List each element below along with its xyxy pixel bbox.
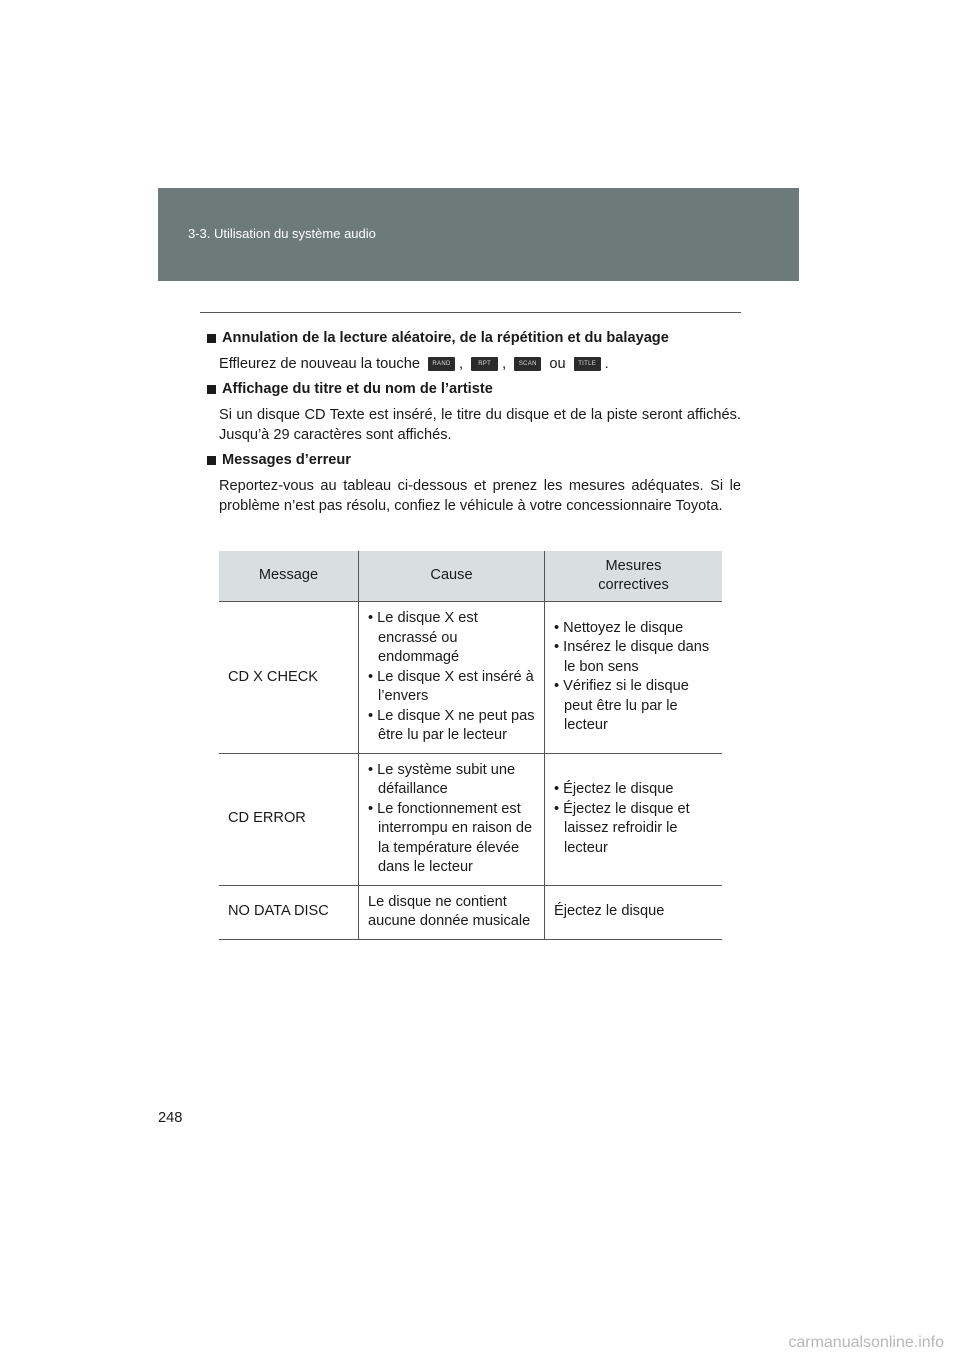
page-number: 248 bbox=[158, 1110, 183, 1126]
section-body: Effleurez de nouveau la touche RAND , RPT , SCAN ou TITLE . bbox=[219, 356, 609, 372]
section-random-repeat-scan bbox=[207, 328, 741, 374]
list-item: • Insérez le disque dans le bon sens bbox=[554, 638, 713, 677]
section-heading: Affichage du titre et du nom de l’artiste bbox=[207, 379, 741, 399]
cause-cell bbox=[359, 753, 545, 885]
list-item: • Le disque X ne peut pas être lu par le lecteur bbox=[368, 707, 535, 746]
title-button-icon: TITLE bbox=[574, 357, 601, 371]
square-bullet-icon bbox=[207, 334, 216, 343]
remedy-cell: Éjectez le disque bbox=[545, 885, 723, 939]
scan-button-icon: SCAN bbox=[514, 357, 541, 371]
list-item: • Le fonctionnement est interrompu en raison de la température élevée dans le lecteur bbox=[368, 800, 535, 878]
chapter-header-band bbox=[158, 188, 799, 281]
column-header-cause: Cause bbox=[359, 551, 545, 602]
message-cell: NO DATA DISC bbox=[219, 885, 359, 939]
table-header-row bbox=[219, 551, 722, 602]
section-error-messages bbox=[207, 450, 741, 516]
column-header-message: Message bbox=[219, 551, 359, 602]
section-title-artist bbox=[207, 379, 741, 445]
square-bullet-icon bbox=[207, 456, 216, 465]
list-item: • Éjectez le disque bbox=[554, 780, 713, 800]
list-item: • Éjectez le disque et laissez refroidir le lecteur bbox=[554, 800, 713, 859]
top-rule bbox=[200, 312, 741, 313]
error-messages-table bbox=[219, 551, 722, 940]
section-body: Si un disque CD Texte est inséré, le titre du disque et de la piste seront affichés. Jusqu’à 29 caractères sont affichés. bbox=[219, 407, 741, 443]
rand-button-icon: RAND bbox=[428, 357, 455, 371]
message-cell: CD ERROR bbox=[219, 753, 359, 885]
section-heading: Annulation de la lecture aléatoire, de la répétition et du balayage bbox=[207, 328, 741, 348]
cause-cell: Le disque ne contient aucune donnée musicale bbox=[359, 885, 545, 939]
cause-cell bbox=[359, 602, 545, 754]
list-item: • Le système subit une défaillance bbox=[368, 761, 535, 800]
table-row bbox=[219, 602, 722, 754]
list-item: • Le disque X est inséré à l’envers bbox=[368, 668, 535, 707]
section-body: Reportez-vous au tableau ci-dessous et prenez les mesures adéquates. Si le problème n’est pas résolu, confiez le véhicule à votre concessionnaire Toyota. bbox=[219, 478, 741, 514]
remedy-cell bbox=[545, 753, 723, 885]
table-row bbox=[219, 753, 722, 885]
section-label: 3-3. Utilisation du système audio bbox=[188, 226, 376, 241]
section-heading: Messages d’erreur bbox=[207, 450, 741, 470]
list-item: • Le disque X est encrassé ou endommagé bbox=[368, 609, 535, 668]
remedy-cell bbox=[545, 602, 723, 754]
watermark: carmanualsonline.info bbox=[788, 1334, 944, 1351]
rpt-button-icon: RPT bbox=[471, 357, 498, 371]
square-bullet-icon bbox=[207, 385, 216, 394]
list-item: • Nettoyez le disque bbox=[554, 619, 713, 639]
list-item: • Vérifiez si le disque peut être lu par le lecteur bbox=[554, 677, 713, 736]
column-header-remedies: Mesures correctives bbox=[545, 551, 723, 602]
table-row bbox=[219, 885, 722, 939]
message-cell: CD X CHECK bbox=[219, 602, 359, 754]
